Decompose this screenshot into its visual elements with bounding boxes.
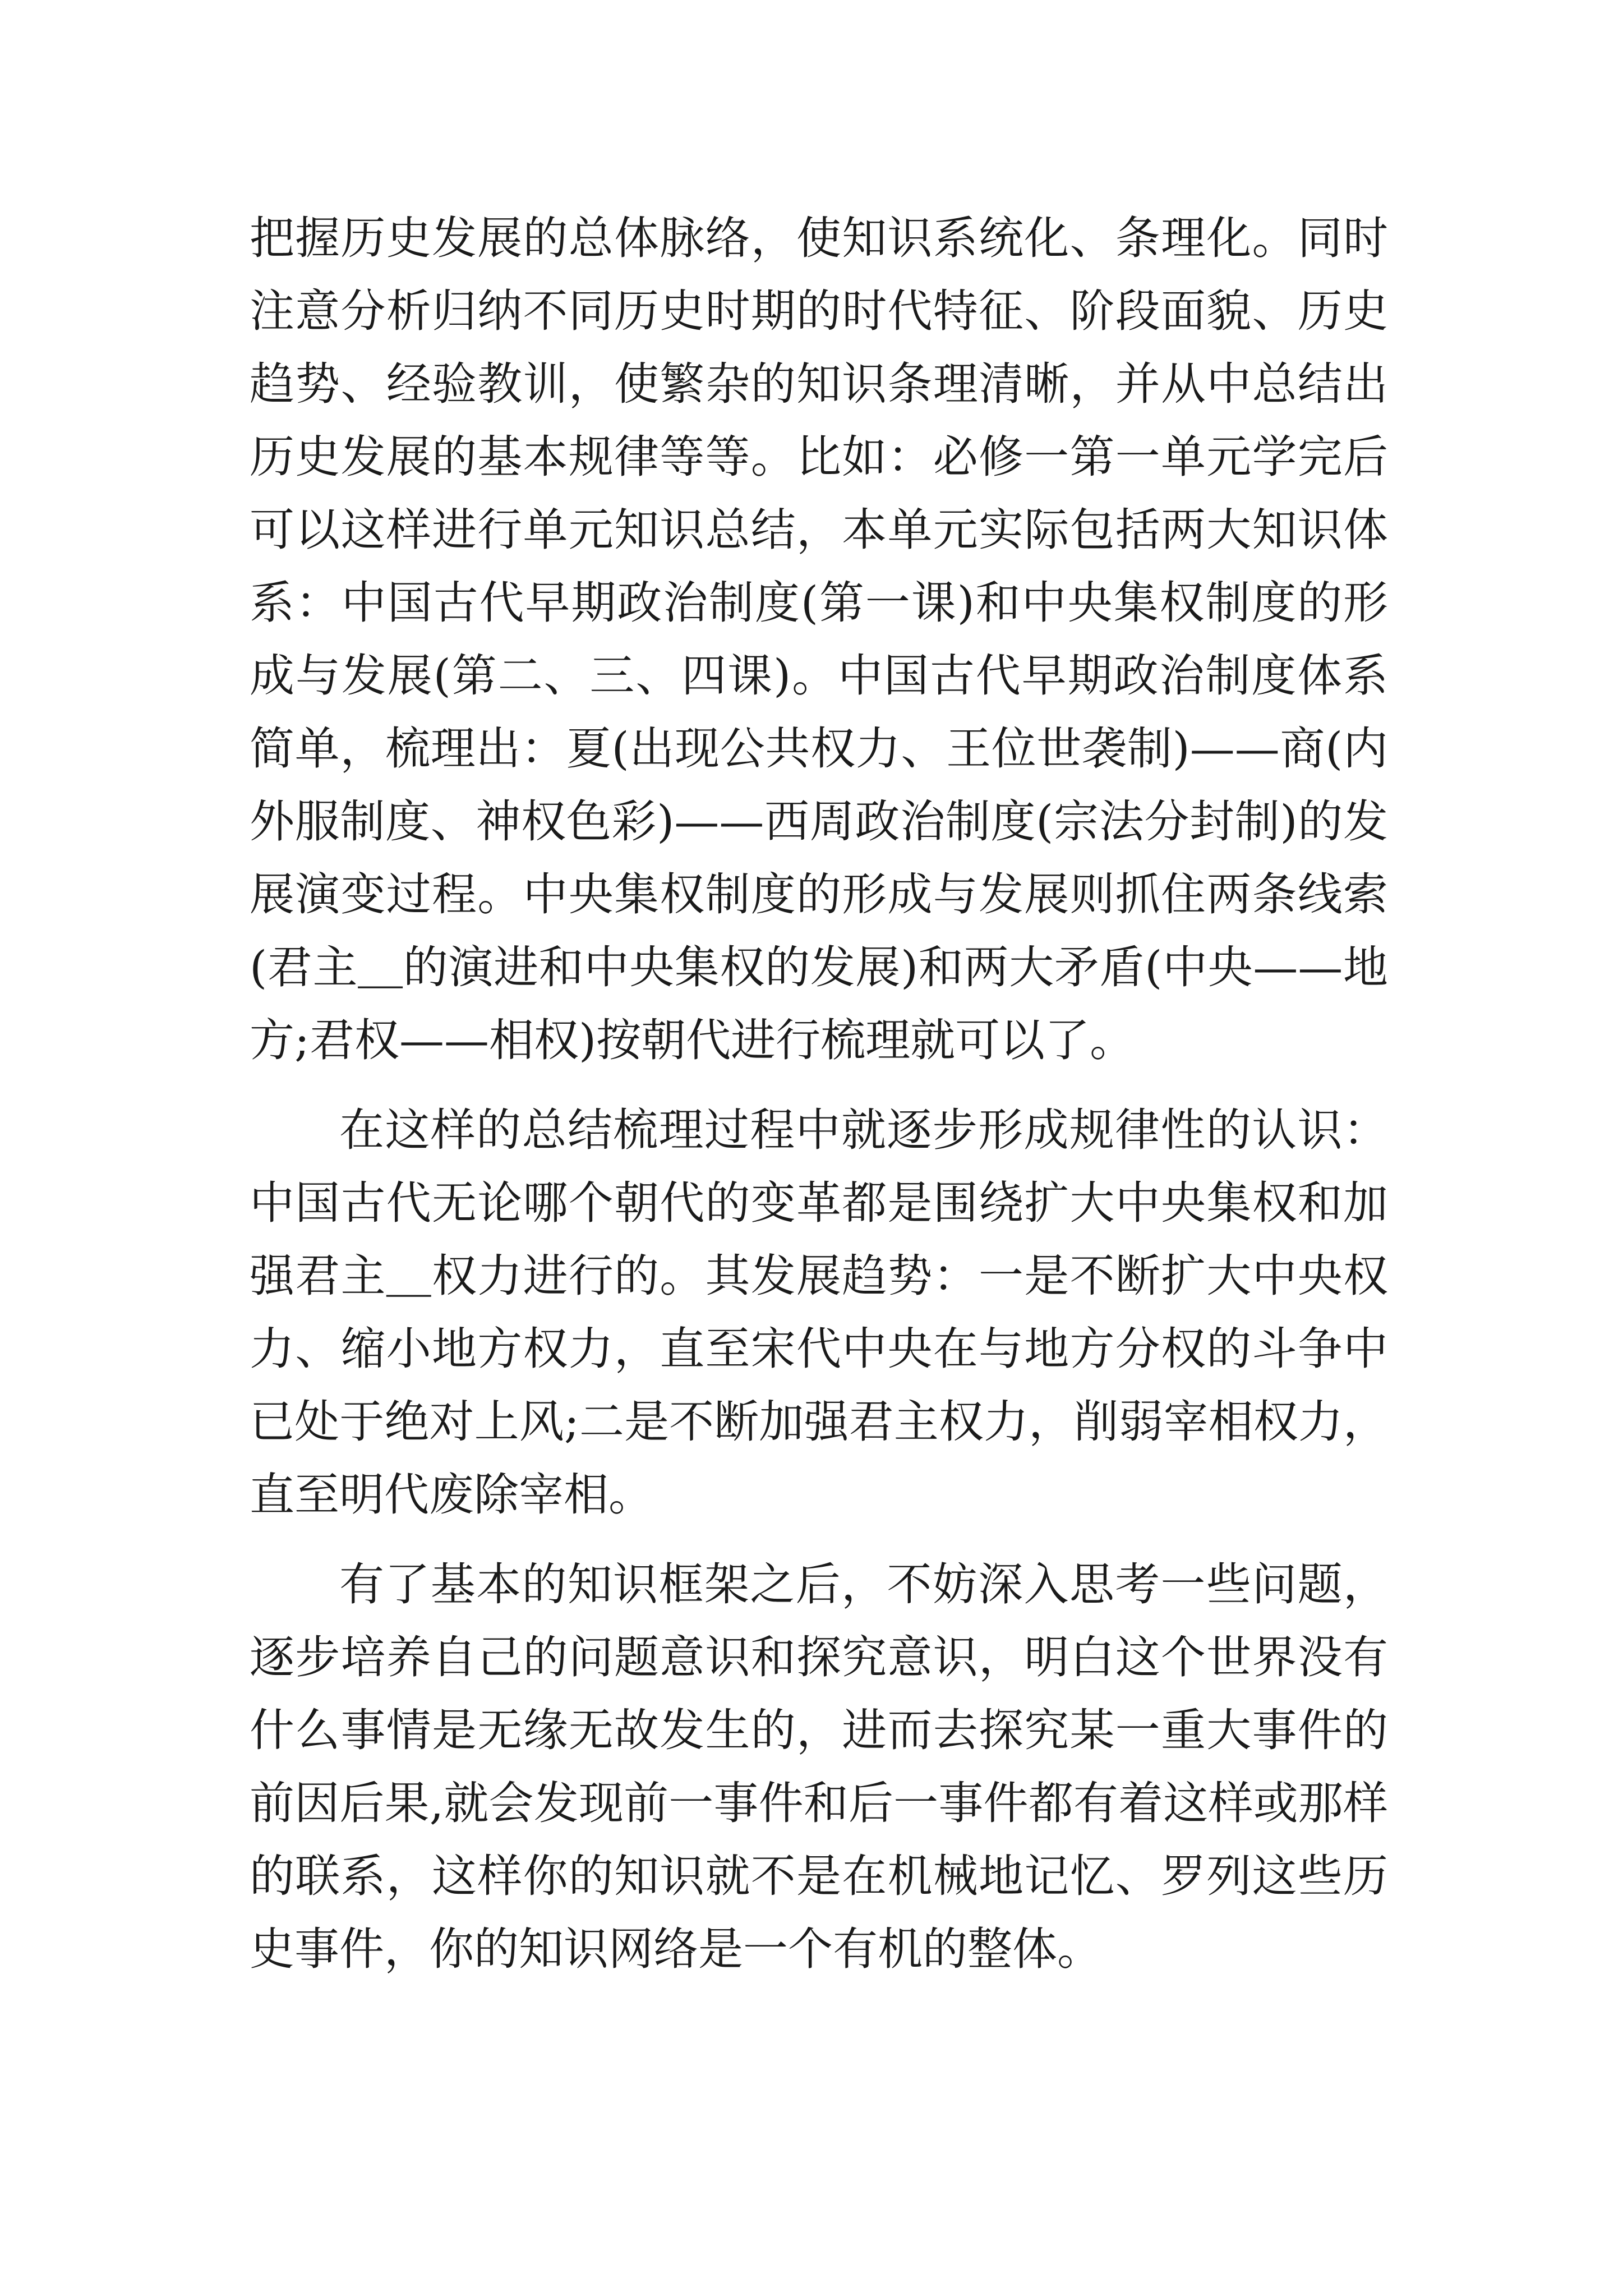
paragraph-2: 在这样的总结梳理过程中就逐步形成规律性的认识：中国古代无论哪个朝代的变革都是围绕扩大中央集权和加强君主＿权力进行的。其发展趋势：一是不断扩大中央权力、缩小地方权力，直至宋代中央在与地方分权的斗争中已处于绝对上风;二是不断加强君主权力，削弱宰相权力，直至明代废除宰相。 (250, 1104, 1388, 1521)
paragraph-1: 把握历史发展的总体脉络，使知识系统化、条理化。同时注意分析归纳不同历史时期的时代特征、阶段面貌、历史趋势、经验教训，使繁杂的知识条理清晰，并从中总结出历史发展的基本规律等等。比如：必修一第一单元学完后可以这样进行单元知识总结，本单元实际包括两大知识体系：中国古代早期政治制度(第一课)和中央集权制度的形成与发展(第二、三、四课)。中国古代早期政治制度体系简单，梳理出：夏(出现公共权力、王位世袭制)——商(内外服制度、神权色彩)——西周政治制度(宗法分封制)的发展演变过程。中央集权制度的形成与发展则抓住两条线索(君主＿的演进和中央集权的发展)和两大矛盾(中央——地方;君权——相权)按朝代进行梳理就可以了。 (250, 212, 1388, 1066)
body-text (250, 202, 1388, 1986)
paragraph-3: 有了基本的知识框架之后，不妨深入思考一些问题，逐步培养自己的问题意识和探究意识，明白这个世界没有什么事情是无缘无故发生的，进而去探究某一重大事件的前因后果,就会发现前一事件和后一事件都有着这样或那样的联系，这样你的知识就不是在机械地记忆、罗列这些历史事件，你的知识网络是一个有机的整体。 (250, 1558, 1388, 1975)
